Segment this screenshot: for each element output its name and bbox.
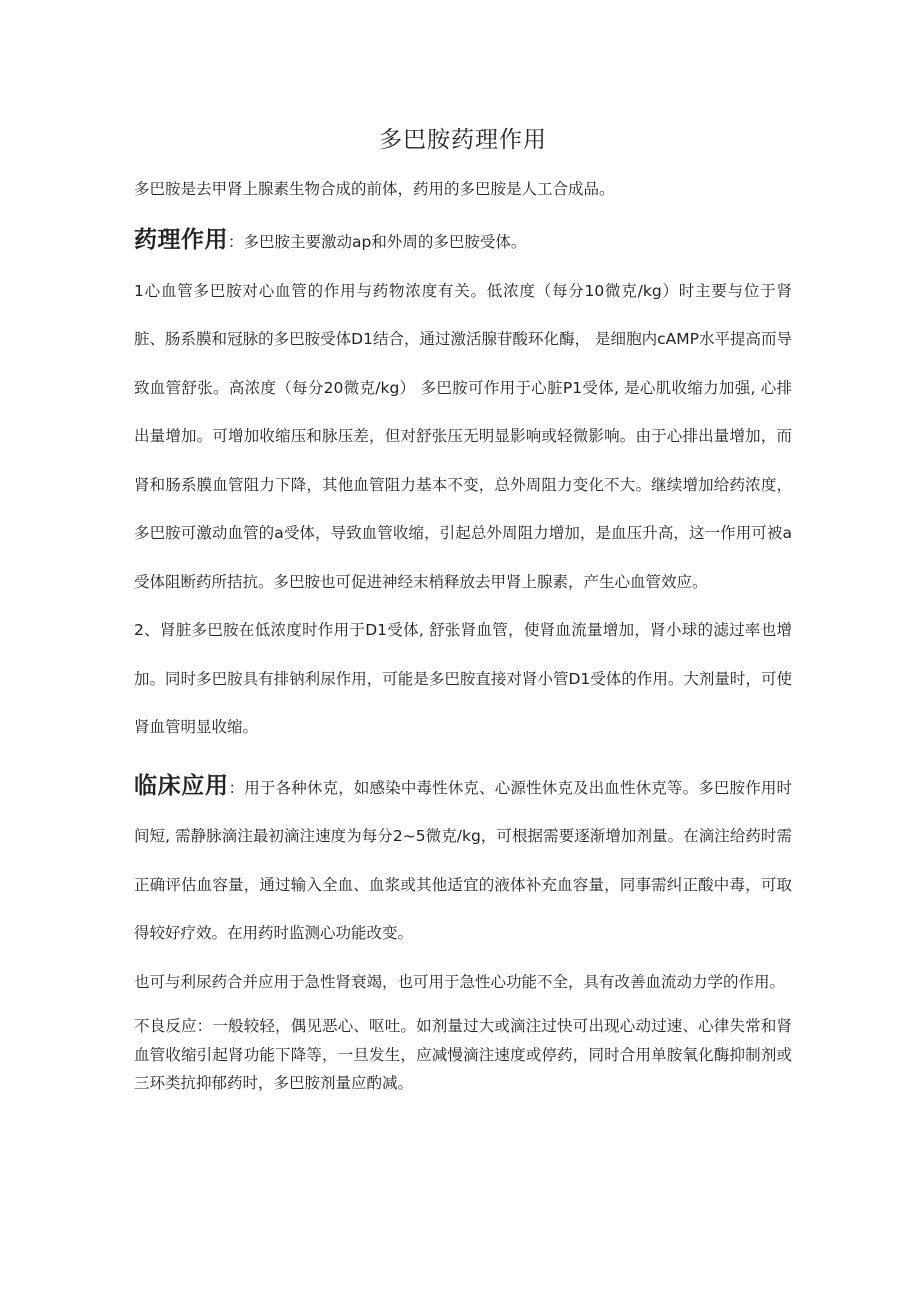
adverse-reactions-paragraph: 不良反应：一般较轻，偶见恶心、呕吐。如剂量过大或滴注过快可出现心动过速、心律失常和肾血管收缩引起肾功能下降等，一旦发生，应减慢滴注速度或停药，同时合用单胺氧化酶抑制剂或三环类抗抑郁药时，多巴胺剂量应酌减。 [134,1017,792,1092]
pharmacology-lead-paragraph [134,216,792,267]
clinical-body-text: ：用于各种休克，如感染中毒性休克、心源性休克及出血性休克等。多巴胺作用时间短, 需静脉滴注最初滴注速度为每分2~5微克/kg，可根据需要逐渐增加剂量。在滴注给药时需正确评估血容量，通过输入全血、血浆或其他适宜的液体补充血容量，同事需纠正酸中毒，可取得较好疗效。在用药时监测心功能改变。 [134,778,792,942]
pharmacology-lead-text: ：多巴胺主要激动ap和外周的多巴胺受体。 [228,233,527,251]
clinical-paragraph [134,762,792,958]
clinical-heading: 临床应用 [134,772,229,799]
document-title: 多巴胺药理作用 [379,127,547,153]
clinical-extra-paragraph: 也可与利尿药合并应用于急性肾衰竭，也可用于急性心功能不全，具有改善血流动力学的作用。 [134,972,786,991]
intro-paragraph: 多巴胺是去甲肾上腺素生物合成的前体，药用的多巴胺是人工合成品。 [134,180,615,198]
renal-paragraph: 2、肾脏多巴胺在低浓度时作用于D1受体, 舒张肾血管，使肾血流量增加，肾小球的滤过率也增加。同时多巴胺具有排钠利尿作用，可能是多巴胺直接对肾小管D1受体的作用。大剂量时，可使肾血管明显收缩。 [134,621,792,736]
cardiovascular-paragraph: 1心血管多巴胺对心血管的作用与药物浓度有关。低浓度（每分10微克/kg）时主要与位于肾脏、肠系膜和冠脉的多巴胺受体D1结合，通过激活腺苷酸环化酶， 是细胞内cAMP水平提高而导致血管舒张。高浓度（每分20微克/kg） 多巴胺可作用于心脏P1受体, 是心肌收缩力加强, 心排出量增加。可增加收缩压和脉压差，但对舒张压无明显影响或轻微影响。由于心排出量增加，而肾和肠系膜血管阻力下降，其他血管阻力基本不变，总外周阻力变化不大。继续增加给药浓度，多巴胺可激动血管的a受体，导致血管收缩，引起总外周阻力增加，是血压升高，这一作用可被a受体阻断药所拮抗。多巴胺也可促进神经末梢释放去甲肾上腺素，产生心血管效应。 [134,281,792,591]
pharmacology-heading: 药理作用 [134,227,228,253]
